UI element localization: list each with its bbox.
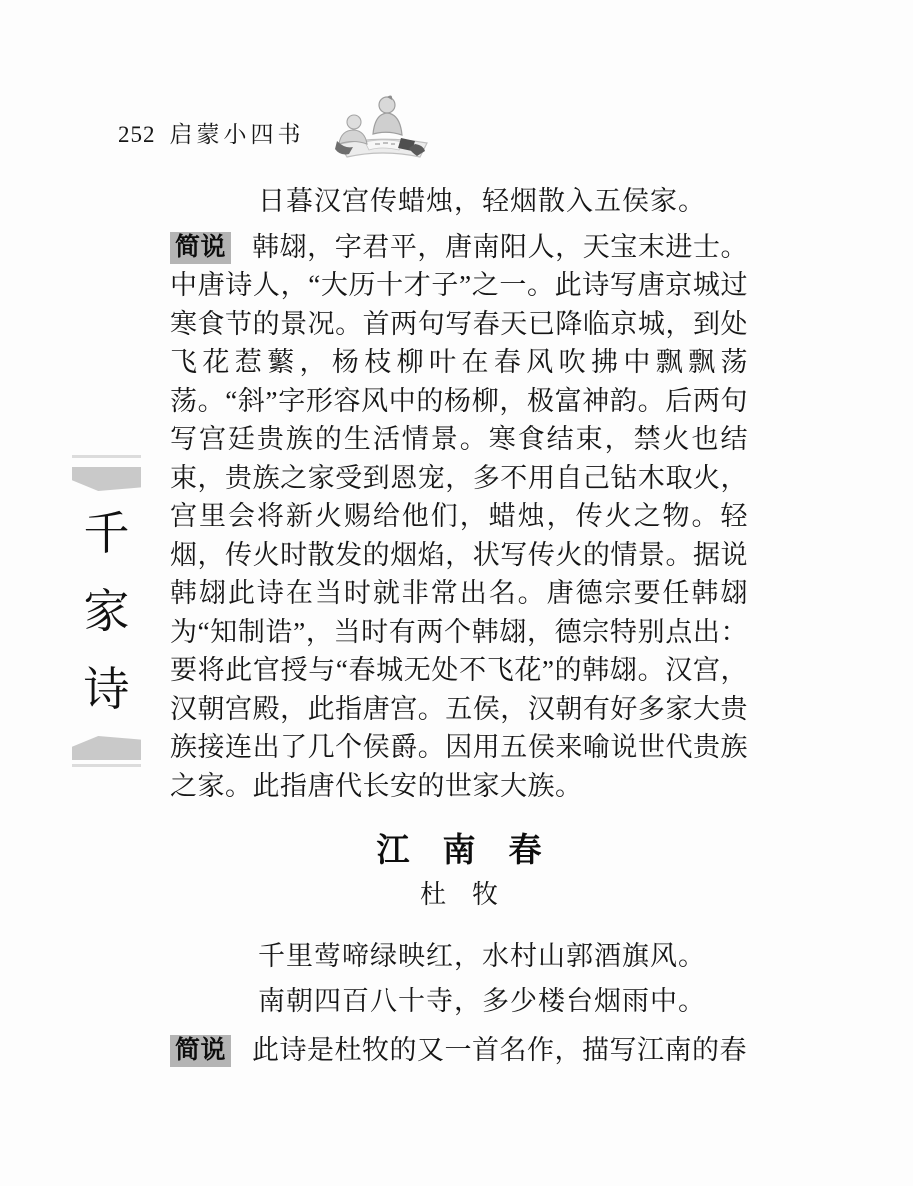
page-number: 252 — [118, 122, 156, 147]
series-title-char: 家 — [83, 586, 130, 637]
commentary-paragraph — [170, 228, 748, 806]
series-title-char: 诗 — [83, 664, 130, 715]
commentary-label-badge: 简说 — [170, 1035, 231, 1067]
ribbon-bottom-icon — [72, 736, 141, 760]
poem-line: 南朝四百八十寺，多少楼台烟雨中。 — [258, 986, 706, 1016]
commentary-label-badge: 简说 — [170, 232, 231, 264]
sidebar-divider-top — [72, 455, 141, 458]
content-column — [170, 182, 748, 1070]
running-head — [118, 116, 305, 149]
previous-poem-closing-line: 日暮汉宫传蜡烛，轻烟散入五侯家。 — [258, 186, 706, 216]
commentary-text: 此诗是杜牧的又一首名作，描写江南的春 — [252, 1035, 748, 1065]
page-header — [118, 92, 439, 162]
commentary-text: 韩翃，字君平，唐南阳人，天宝末进士。中唐诗人，“大历十才子”之一。此诗写唐京城过寒食节的景况。首两句写春天已降临京城，到处飞花惹蘩，杨枝柳叶在春风吹拂中飘飘荡荡。“斜”字形容风中的杨柳，极富神韵。后两句写宫廷贵族的生活情景。寒食结束，禁火也结束，贵族之家受到恩宠，多不用自己钻木取火，宫里会将新火赐给他们，蜡烛，传火之物。轻烟，传火时散发的烟焰，状写传火的情景。据说韩翃此诗在当时就非常出名。唐德宗要任韩翃为“知制诰”，当时有两个韩翃，德宗特别点出：要将此官授与“春城无处不飞花”的韩翃。汉宫，汉朝宫殿，此指唐宫。五侯，汉朝有好多家大贵族接连出了几个侯爵。因用五侯来喻说世代贵族之家。此指唐代长安的世家大族。 — [170, 231, 748, 801]
series-title-vertical — [72, 509, 141, 715]
poem-line: 千里莺啼绿映红，水村山郭酒旗风。 — [258, 941, 706, 971]
sidebar-divider-bottom — [72, 764, 141, 767]
poem-body — [258, 934, 748, 1024]
poem-author: 杜 牧 — [419, 880, 498, 909]
series-title-char: 千 — [83, 508, 130, 559]
ribbon-top-icon — [72, 467, 141, 491]
poem-title: 江 南 春 — [376, 831, 542, 868]
book-title: 启蒙小四书 — [169, 122, 305, 147]
children-reading-sketch-icon — [327, 92, 439, 162]
commentary-paragraph — [170, 1031, 748, 1070]
margin-sidebar — [72, 455, 141, 767]
